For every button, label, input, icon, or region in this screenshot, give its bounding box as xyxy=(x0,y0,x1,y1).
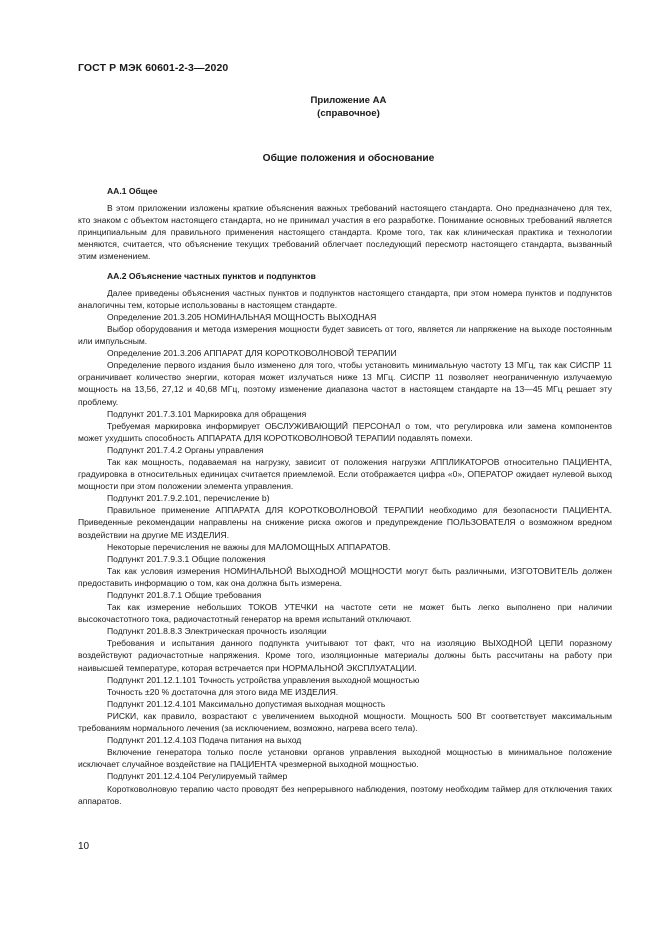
paragraph: Включение генератора только после установки органов управления выходной мощностью в минимальное положение исключает случайное воздействие на ПАЦИЕНТА чрезмерной выходной мощностью. xyxy=(78,747,612,770)
clause-reference: Подпункт 201.7.4.2 Органы управления xyxy=(107,444,264,455)
document-body xyxy=(78,184,612,807)
clause-reference: Подпункт 201.8.8.3 Электрическая прочность изоляции xyxy=(107,626,327,637)
clause-reference: Подпункт 201.7.3.101 Маркировка для обращения xyxy=(107,408,307,419)
annex-label xyxy=(0,94,661,120)
clause-reference: Подпункт 201.12.4.101 Максимально допустимая выходная мощность xyxy=(107,698,386,709)
paragraph: Так как измерение небольших ТОКОВ УТЕЧКИ на частоте сети не может быть легко выполнено при наличии высокочастотного тока, радиочастотный генератор на время испытаний отключают. xyxy=(78,602,612,625)
paragraph: РИСКИ, как правило, возрастают с увеличением выходной мощности. Мощность 500 Вт соответствует максимальным требованиям нормального лечения (за исключением, возможно, нагрева всего тела). xyxy=(78,710,612,734)
paragraph: Выбор оборудования и метода измерения мощности будет зависеть от того, является ли напряжение на выходе постоянным или импульсным. xyxy=(78,323,612,347)
clause-reference: Подпункт 201.7.9.3.1 Общие положения xyxy=(107,553,266,564)
paragraph: Требования и испытания данного подпункта учитывают тот факт, что на изоляцию ВЫХОДНОЙ ЦЕПИ поразному воздействуют радиочастотные напряжения. Кроме того, изоляционные материалы должны быть рассчитаны на работу при наивысшей температуре, которая встречается при НОРМАЛЬНОЙ ЭКСПЛУАТАЦИИ. xyxy=(78,638,612,673)
paragraph: Так как условия измерения НОМИНАЛЬНОЙ ВЫХОДНОЙ МОЩНОСТИ могут быть различными, ИЗГОТОВИТЕЛЬ должен предоставить информацию о том, как она должна быть измерена. xyxy=(78,565,612,588)
clause-reference: Подпункт 201.12.4.103 Подача питания на выход xyxy=(107,735,302,746)
paragraph: Некоторые перечисления не важны для МАЛОМОЩНЫХ АППАРАТОВ. xyxy=(107,541,391,552)
section-heading-aa1: АА.1 Общее xyxy=(107,186,158,196)
paragraph: Определение первого издания было изменено для того, чтобы установить минимальную частоту 13 МГц, так как СИСПР 11 ограничивает количество энергии, которая может излучаться ниже 13 МГц. СИСПР 11 позволяет неограниченную излучаемую мощность на 13,56, 27,12 и 40,68 МГц, поэтому изменение диапазона частот в настоящем стандарте на 13—45 МГц решает эту проблему. xyxy=(78,360,612,407)
paragraph: Далее приведены объяснения частных пунктов и подпунктов настоящего стандарта, при этом номера пунктов и подпунктов аналогичны тем, которые использованы в настоящем стандарте. xyxy=(78,287,612,310)
standard-header: ГОСТ Р МЭК 60601-2-3—2020 xyxy=(78,62,229,74)
paragraph: Точность ±20 % достаточна для этого вида МЕ ИЗДЕЛИЯ. xyxy=(107,686,339,697)
paragraph: Требуемая маркировка информирует ОБСЛУЖИВАЮЩИЙ ПЕРСОНАЛ о том, что регулировка или замена компонентов может ухудшить способность АППАРАТА ДЛЯ КОРОТКОВОЛНОВОЙ ТЕРАПИИ подавлять помехи. xyxy=(78,420,612,443)
page-title: Общие положения и обоснование xyxy=(262,153,435,164)
clause-reference: Подпункт 201.8.7.1 Общие требования xyxy=(107,590,262,600)
clause-reference: Подпункт 201.12.1.101 Точность устройства управления выходной мощностью xyxy=(107,674,420,685)
annex-type: (справочное) xyxy=(317,108,380,119)
clause-reference: Определение 201.3.206 АППАРАТ ДЛЯ КОРОТКОВОЛНОВОЙ ТЕРАПИИ xyxy=(107,348,397,359)
paragraph: Коротковолновую терапию часто проводят без непрерывного наблюдения, поэтому необходим таймер для отключения таких аппаратов. xyxy=(78,783,612,806)
paragraph: Так как мощность, подаваемая на нагрузку, зависит от положения нагрузки АППЛИКАТОРОВ относительно ПАЦИЕНТА, градуировка в относительных единицах считается приемлемой. Если отображается цифра «0», ОПЕРАТОР ожидает нулевой выход мощности при этом положении элемента управления. xyxy=(78,456,612,492)
paragraph: Правильное применение АППАРАТА ДЛЯ КОРОТКОВОЛНОВОЙ ТЕРАПИИ необходимо для безопасности ПАЦИЕНТА. Приведенные рекомендации направлены на снижение риска ожогов и предупреждение ПОЛЬЗОВАТЕЛЯ о возможном вредном воздействии на другие МЕ ИЗДЕЛИЯ. xyxy=(78,505,612,540)
section-heading-aa2: АА.2 Объяснение частных пунктов и подпунктов xyxy=(107,270,316,281)
annex-title: Приложение АА xyxy=(310,95,387,106)
paragraph: В этом приложении изложены краткие объяснения важных требований настоящего стандарта. Оно предназначено для тех, кто знаком с объектом настоящего стандарта, но не принимал участия в его разработке. Понимание основных требований является принципиальным для правильного применения настоящего стандарта. Кроме того, так как клиническая практика и технологии меняются, считается, что объяснение текущих требований облегчает последующий пересмотр настоящего стандарта, вызванный этим изменением. xyxy=(78,203,612,262)
clause-reference: Подпункт 201.12.4.104 Регулируемый таймер xyxy=(107,771,288,782)
clause-reference: Подпункт 201.7.9.2.101, перечисление b) xyxy=(107,493,270,504)
page-number: 10 xyxy=(78,841,90,852)
clause-reference: Определение 201.3.205 НОМИНАЛЬНАЯ МОЩНОСТЬ ВЫХОДНАЯ xyxy=(107,311,377,322)
